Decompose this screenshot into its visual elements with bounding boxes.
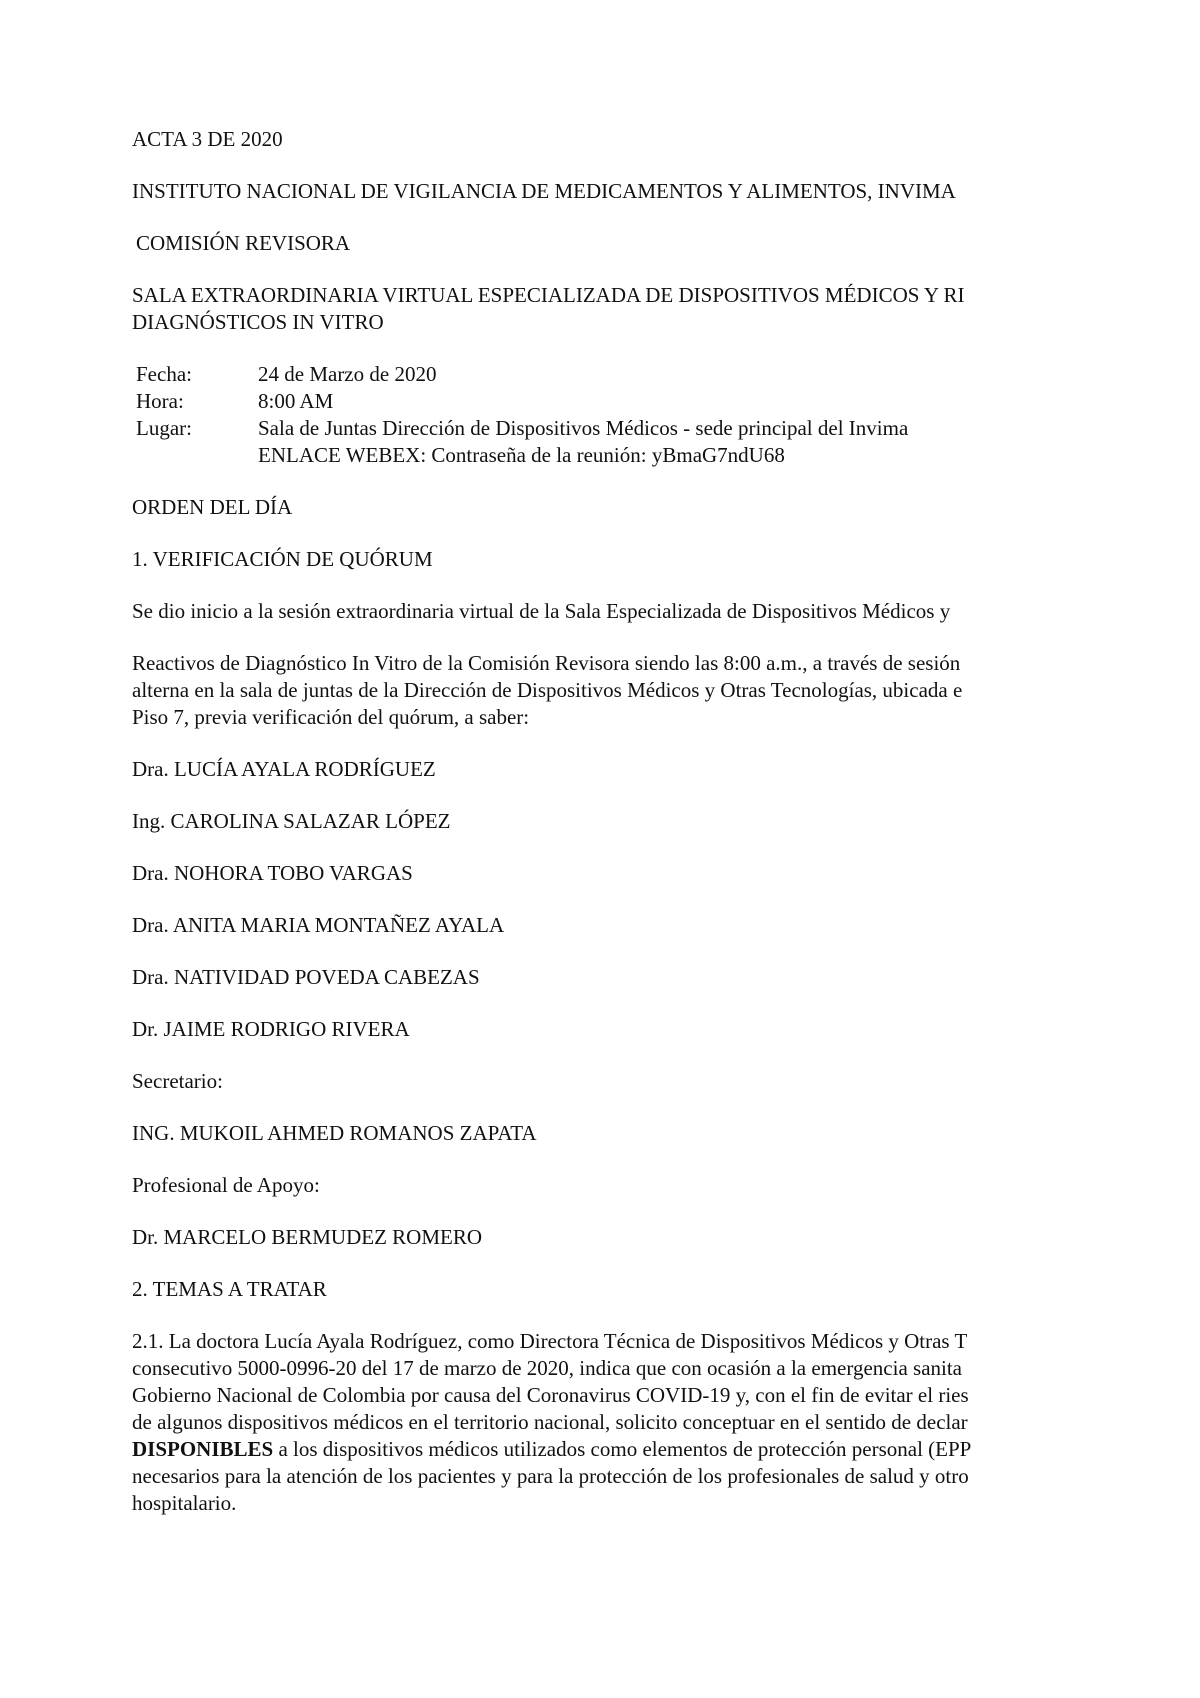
sala-title-line-1: SALA EXTRAORDINARIA VIRTUAL ESPECIALIZADA DE DISPOSITIVOS MÉDICOS Y RI (132, 283, 965, 307)
meeting-place-cell (258, 415, 908, 469)
secretary-label: Secretario: (132, 1069, 223, 1093)
secretary-name: ING. MUKOIL AHMED ROMANOS ZAPATA (132, 1121, 537, 1145)
agenda-heading: ORDEN DEL DÍA (132, 495, 293, 519)
member-name: Dra. NATIVIDAD POVEDA CABEZAS (132, 965, 480, 989)
meeting-details-table (136, 361, 908, 469)
bold-keyword: DISPONIBLES (132, 1437, 274, 1461)
institute-name: INSTITUTO NACIONAL DE VIGILANCIA DE MEDICAMENTOS Y ALIMENTOS, INVIMA (132, 179, 956, 203)
meeting-place-row (136, 415, 908, 469)
member-name: Dra. ANITA MARIA MONTAÑEZ AYALA (132, 913, 505, 937)
support-name: Dr. MARCELO BERMUDEZ ROMERO (132, 1225, 483, 1249)
document-body (132, 126, 1092, 1517)
meeting-date-value: 24 de Marzo de 2020 (258, 362, 437, 386)
paragraph-2-1-line-rest: a los dispositivos médicos utilizados como elementos de protección personal (EPP (273, 1437, 972, 1461)
paragraph-2-1-line: hospitalario. (132, 1491, 237, 1515)
member-name: Dr. JAIME RODRIGO RIVERA (132, 1017, 410, 1041)
meeting-webex-value: ENLACE WEBEX: Contraseña de la reunión: yBmaG7ndU68 (258, 443, 785, 467)
paragraph-2-1 (132, 1328, 1092, 1517)
meeting-time-label: Hora: (136, 389, 184, 413)
meeting-date-label: Fecha: (136, 362, 192, 386)
sala-title-line-2: DIAGNÓSTICOS IN VITRO (132, 310, 384, 334)
paragraph-2-1-line (132, 1436, 1092, 1463)
commission-name: COMISIÓN REVISORA (136, 231, 351, 255)
intro-paragraph-2-line: alterna en la sala de juntas de la Dirección de Dispositivos Médicos y Otras Tecnologías, ubicada e (132, 678, 963, 702)
meeting-time-value: 8:00 AM (258, 389, 334, 413)
paragraph-2-1-line: consecutivo 5000-0996-20 del 17 de marzo de 2020, indica que con ocasión a la emergencia sanita (132, 1356, 963, 1380)
intro-paragraph-1: Se dio inicio a la sesión extraordinaria virtual de la Sala Especializada de Dispositivos Médicos y (132, 599, 951, 623)
paragraph-2-1-line: de algunos dispositivos médicos en el territorio nacional, solicito conceptuar en el sentido de declar (132, 1410, 968, 1434)
paragraph-2-1-line: necesarios para la atención de los pacientes y para la protección de los profesionales de salud y otro (132, 1464, 969, 1488)
meeting-time-row (136, 388, 908, 415)
section-2-heading: 2. TEMAS A TRATAR (132, 1277, 327, 1301)
meeting-place-label: Lugar: (136, 416, 192, 440)
paragraph-2-1-line: 2.1. La doctora Lucía Ayala Rodríguez, como Directora Técnica de Dispositivos Médicos y Otras T (132, 1329, 968, 1353)
support-label: Profesional de Apoyo: (132, 1173, 320, 1197)
intro-paragraph-2 (132, 650, 1092, 731)
intro-paragraph-2-line: Piso 7, previa verificación del quórum, a saber: (132, 705, 530, 729)
member-name: Ing. CAROLINA SALAZAR LÓPEZ (132, 809, 451, 833)
acta-number: ACTA 3 DE 2020 (132, 127, 283, 151)
paragraph-2-1-line: Gobierno Nacional de Colombia por causa del Coronavirus COVID-19 y, con el fin de evitar el ries (132, 1383, 969, 1407)
section-1-heading: 1. VERIFICACIÓN DE QUÓRUM (132, 547, 433, 571)
member-name: Dra. LUCÍA AYALA RODRÍGUEZ (132, 757, 436, 781)
meeting-place-value: Sala de Juntas Dirección de Dispositivos Médicos - sede principal del Invima (258, 416, 909, 440)
meeting-date-row (136, 361, 908, 388)
intro-paragraph-2-line: Reactivos de Diagnóstico In Vitro de la Comisión Revisora siendo las 8:00 a.m., a través de sesión (132, 651, 961, 675)
member-name: Dra. NOHORA TOBO VARGAS (132, 861, 413, 885)
